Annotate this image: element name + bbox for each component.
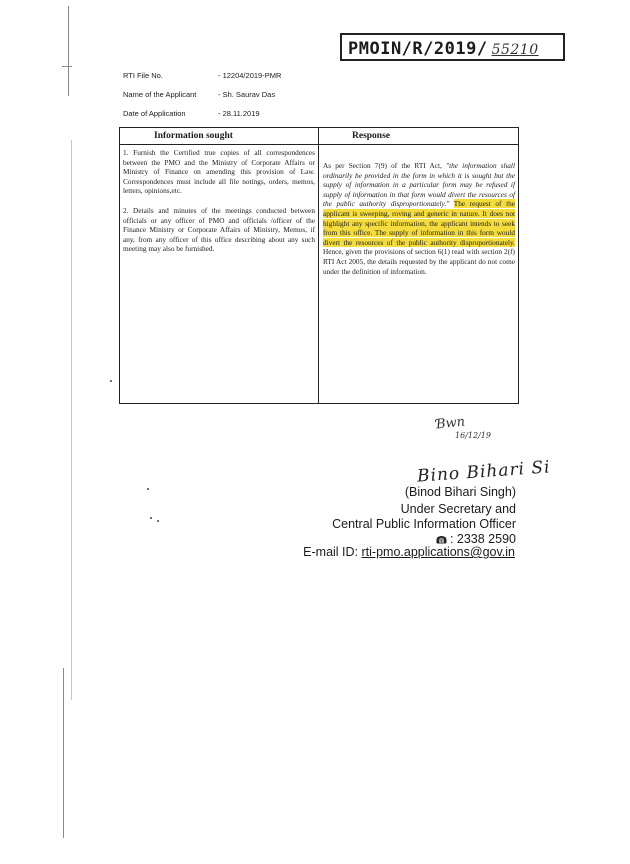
meta-value-file-no: - 12204/2019-PMR (218, 71, 282, 80)
response-outro: Hence, given the provisions of section 6(1) read with section 2(f) RTI Act 2005, the details requested by the applicant do not come under the definition of information. (323, 247, 515, 276)
meta-label-applicant: Name of the Applicant (123, 90, 197, 99)
email-label: E-mail ID: (303, 545, 362, 559)
scan-edge-top (68, 6, 69, 96)
officer-phone (436, 532, 516, 546)
response-cell (323, 161, 515, 276)
scan-edge-mid (71, 140, 72, 700)
scan-edge-mark (62, 66, 72, 67)
speck (157, 520, 159, 522)
response-intro: As per Section 7(9) of the RTI Act, (323, 161, 447, 170)
email-link[interactable]: rti-pmo.applications@gov.in (361, 545, 515, 559)
meta-value-applicant: - Sh. Saurav Das (218, 90, 276, 99)
meta-label-file-no: RTI File No. (123, 71, 163, 80)
stamp-reference-handwritten: 55210 (491, 42, 539, 58)
information-item-2: 2. Details and minutes of the meetings conducted between officials or any officer of PMO and officials /officer of the Finance Ministry or Corporate Affairs of Ministry, Memos, if any, from any officer of this office describing about any such meeting may also be furnished. (123, 205, 315, 254)
header-information-sought: Information sought (154, 131, 233, 141)
table-column-divider (318, 127, 319, 404)
telephone-icon (436, 535, 447, 544)
response-quote: "the information shall ordinarily be provided in the form in which it is sought but the supply of information in a particular form may be refused if supply of information in that form would divert the resources of the public authority disproportionately." (323, 161, 515, 209)
speck (110, 380, 112, 382)
officer-name: (Binod Bihari Singh) (404, 485, 516, 499)
information-item-1: 1. Furnish the Certified true copies of all correspondences between the PMO and the Ministry of Corporate Affairs or Ministry of Finance on amending this provision of Law. Correspondences must include all file notings, orders, memos, letters, opinions,etc. (123, 148, 315, 196)
meta-label-date: Date of Application (123, 109, 186, 118)
speck (150, 517, 152, 519)
stamp-reference-prefix: PMOIN/R/2019/ (348, 39, 488, 59)
header-response: Response (352, 131, 391, 141)
scan-edge-bottom (63, 668, 64, 838)
officer-email-line (303, 545, 515, 559)
handwritten-initials: Ɓwn (435, 414, 466, 433)
response-highlight: The request of the applicant is sweeping, roving and generic in nature. It does not highlight any specific information, the applicant intends to seek from this office. The supply of information in this form would divert the resources of the public authority disproportionately. (323, 199, 515, 247)
meta-value-date: - 28.11.2019 (218, 109, 260, 118)
information-cell (123, 148, 315, 254)
officer-title-1: Under Secretary and (400, 502, 516, 516)
handwritten-initials-date: 16/12/19 (455, 431, 491, 440)
handwritten-signature: Bino Bihari Si (416, 457, 552, 487)
speck (147, 488, 149, 490)
officer-title-2: Central Public Information Officer (332, 517, 516, 531)
reference-stamp (340, 33, 565, 61)
table-header-divider (119, 144, 519, 145)
officer-phone-number: : 2338 2590 (449, 532, 516, 546)
